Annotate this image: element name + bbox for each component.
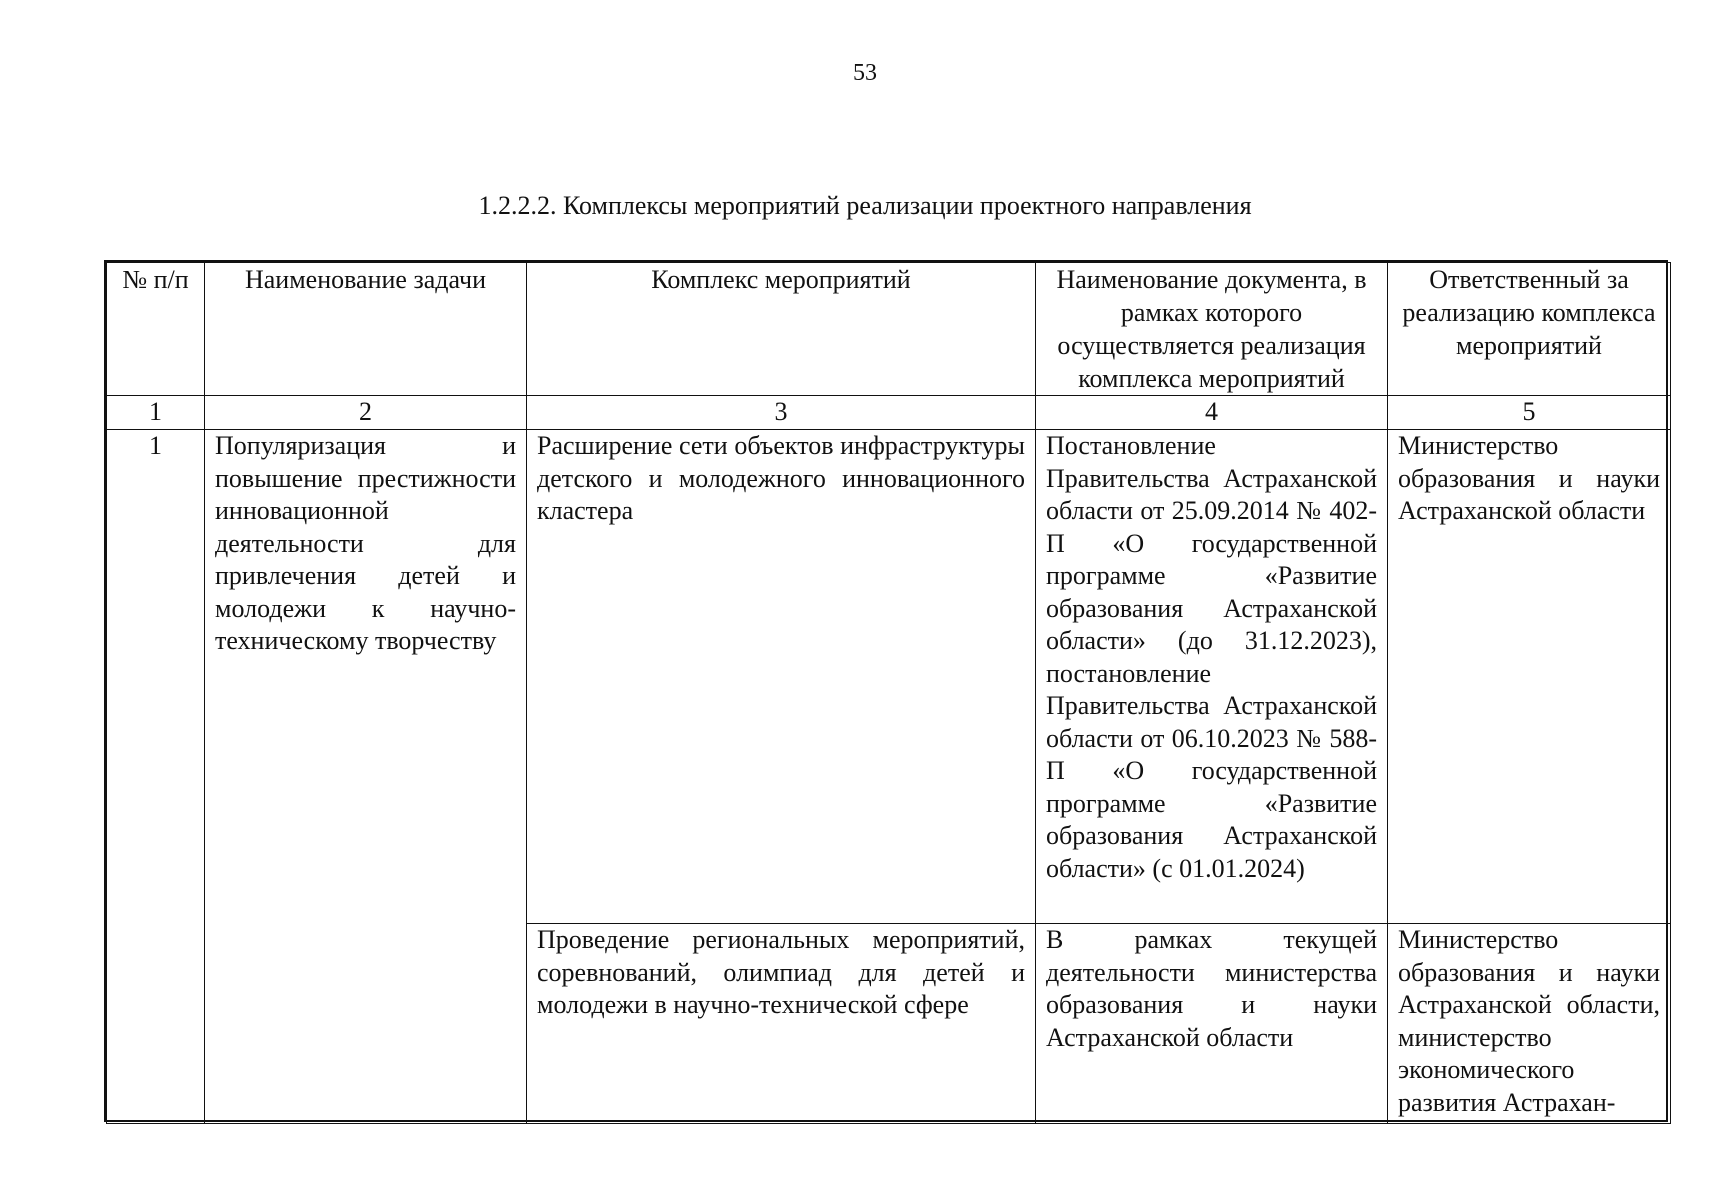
column-number: 4 [1036,396,1388,430]
table-row [107,430,1671,924]
activity-cell: Расширение сети объектов инфраструктуры детского и молодежного инновационного кластера [527,430,1036,924]
column-number: 5 [1388,396,1671,430]
task-cell: Популяризация и повышение престижности инновационной деятельности для привлечения детей и молодежи к научно-техническому творчеству [205,430,527,1124]
page-number: 53 [853,60,877,86]
header-cell-document: Наименование документа, в рамках которого осуществляется реализация комплекса мероприятий [1036,263,1388,396]
column-number: 1 [107,396,205,430]
header-cell-activities: Комплекс мероприятий [527,263,1036,396]
header-cell-task: Наименование задачи [205,263,527,396]
activities-table-grid [106,262,1671,1124]
responsible-cell: Министерство образования и науки Астраханской области, министерство экономического развития Астрахан- [1388,924,1671,1124]
header-cell-number: № п/п [107,263,205,396]
responsible-cell: Министерство образования и науки Астраханской области [1388,430,1671,924]
column-number: 2 [205,396,527,430]
row-number-cell: 1 [107,430,205,1124]
activity-cell: Проведение региональных мероприятий, соревнований, олимпиад для детей и молодежи в научно-технической сфере [527,924,1036,1124]
table-header-row [107,263,1671,396]
document-cell: В рамках текущей деятельности министерства образования и науки Астраханской области [1036,924,1388,1124]
column-number: 3 [527,396,1036,430]
section-title: 1.2.2.2. Комплексы мероприятий реализации проектного направления [478,191,1252,220]
header-cell-responsible: Ответственный за реализацию комплекса мероприятий [1388,263,1671,396]
activities-table [104,260,1668,1122]
document-cell: Постановление Правительства Астраханской области от 25.09.2014 № 402-П «О государственной программе «Развитие образования Астраханской области» (до 31.12.2023), постановление Правительства Астраханской области от 06.10.2023 № 588-П «О государственной программе «Развитие образования Астраханской области» (с 01.01.2024) [1036,430,1388,924]
column-number-row [107,396,1671,430]
